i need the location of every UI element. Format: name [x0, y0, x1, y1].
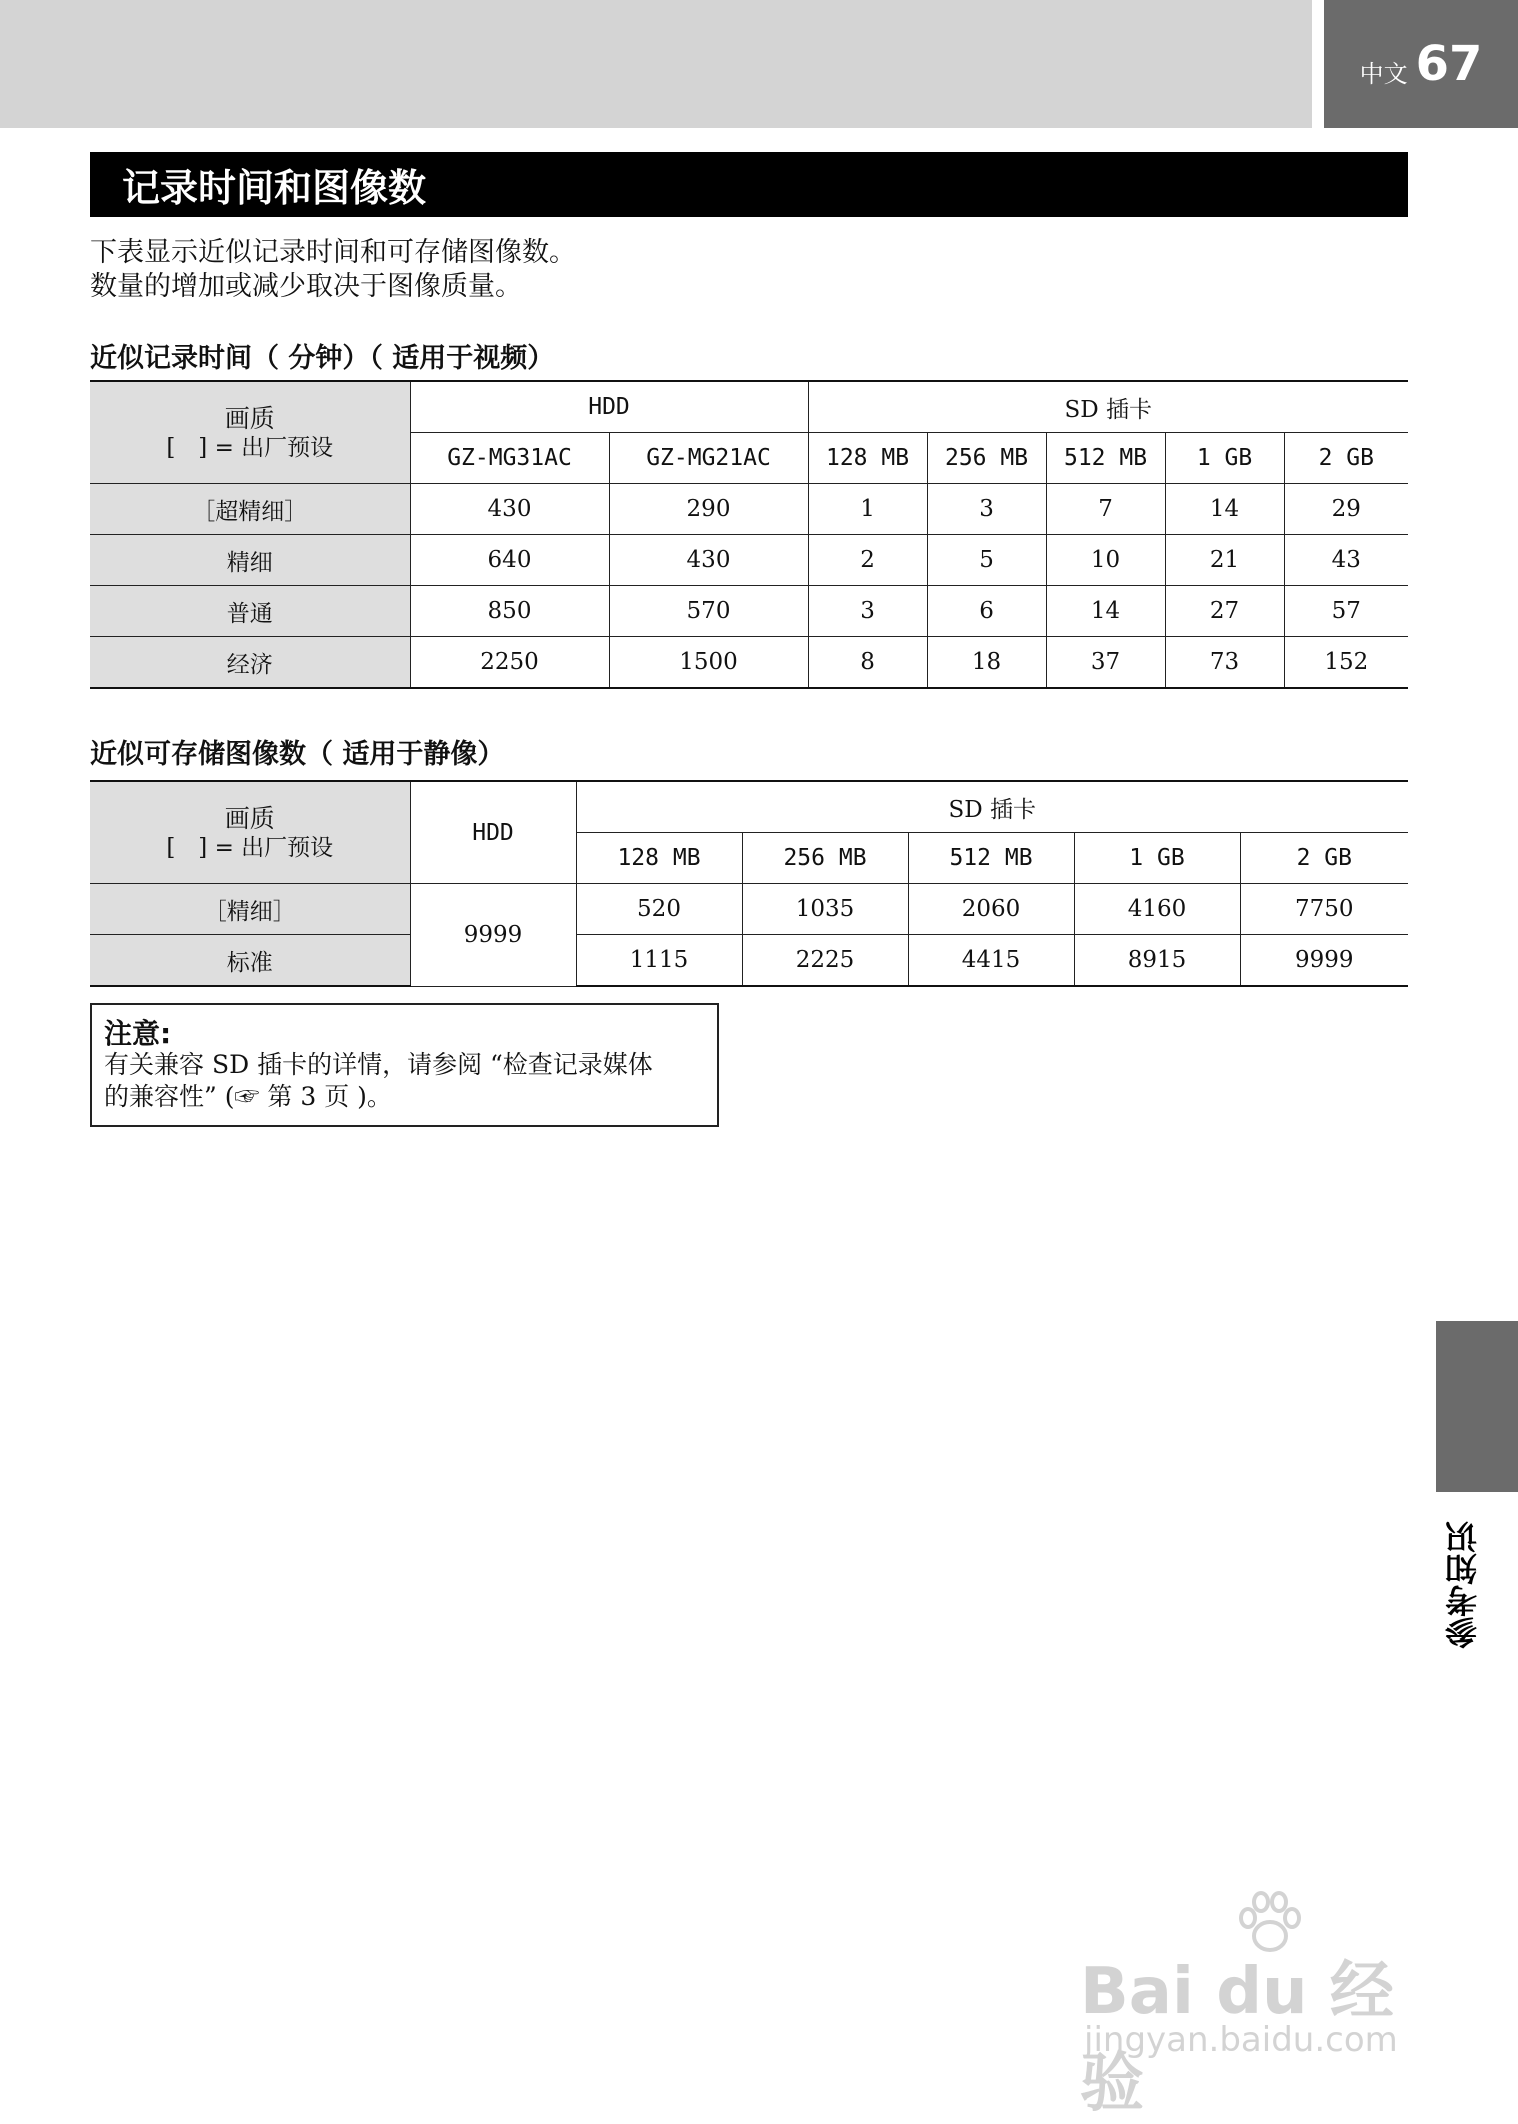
note-box — [90, 1003, 719, 1127]
row-label: 精细 — [90, 535, 410, 586]
table-cell: 2250 — [410, 637, 609, 689]
table-cell: 2060 — [908, 884, 1074, 935]
table-cell: 14 — [1046, 586, 1165, 637]
table-cell: 29 — [1284, 484, 1408, 535]
row-label: 经济 — [90, 637, 410, 689]
section-title: 记录时间和图像数 — [122, 166, 427, 210]
table-cell: 18 — [927, 637, 1046, 689]
table-header-row — [90, 781, 1408, 833]
intro-text-line-2: 数量的增加或减少取决于图像质量。 — [90, 271, 522, 302]
table-row — [90, 535, 1408, 586]
side-section-label: 参考知识 — [1444, 1521, 1482, 1649]
baidu-jingyan-watermark — [1062, 1888, 1442, 2121]
table-cell: 2225 — [742, 935, 908, 987]
table-cell: 1500 — [609, 637, 808, 689]
column-header: GZ-MG21AC — [609, 433, 808, 484]
column-header: 128 MB — [808, 433, 927, 484]
table-cell: 430 — [410, 484, 609, 535]
table-cell: 9999 — [1240, 935, 1408, 987]
quality-header-cell — [90, 781, 410, 884]
table-cell: 4415 — [908, 935, 1074, 987]
table-cell: 21 — [1165, 535, 1284, 586]
row-label: ［超精细］ — [90, 484, 410, 535]
column-header: GZ-MG31AC — [410, 433, 609, 484]
column-header: 2 GB — [1284, 433, 1408, 484]
table-row — [90, 586, 1408, 637]
table-cell: 14 — [1165, 484, 1284, 535]
header-band — [0, 0, 1312, 128]
note-title: 注意: — [104, 1017, 172, 1050]
still-image-count-table — [90, 780, 1408, 987]
table-cell: 10 — [1046, 535, 1165, 586]
sd-card-group-header: SD 插卡 — [576, 781, 1408, 833]
table-cell: 1035 — [742, 884, 908, 935]
column-header: 256 MB — [742, 833, 908, 884]
table-cell: 290 — [609, 484, 808, 535]
table-cell: 5 — [927, 535, 1046, 586]
page-number: 67 — [1415, 36, 1483, 92]
table-cell: 570 — [609, 586, 808, 637]
section-title-bar — [90, 152, 1408, 217]
table-cell: 7750 — [1240, 884, 1408, 935]
table-cell: 57 — [1284, 586, 1408, 637]
table-row — [90, 884, 1408, 935]
hdd-group-header: HDD — [410, 781, 576, 884]
table-row — [90, 637, 1408, 689]
table-cell: 37 — [1046, 637, 1165, 689]
column-header: 256 MB — [927, 433, 1046, 484]
table-cell: 43 — [1284, 535, 1408, 586]
note-text-line-1: 有关兼容 SD 插卡的详情，请参阅 “检查记录媒体 — [104, 1050, 653, 1079]
hdd-group-header: HDD — [410, 381, 808, 433]
table-cell: 8915 — [1074, 935, 1240, 987]
factory-preset-legend: [ ] = 出厂预设 — [166, 434, 334, 461]
table-cell: 4160 — [1074, 884, 1240, 935]
watermark-url: jingyan.baidu.com — [1084, 2020, 1398, 2060]
table-cell: 27 — [1165, 586, 1284, 637]
video-recording-time-table — [90, 380, 1408, 689]
language-label: 中文 — [1359, 59, 1408, 88]
column-header: 128 MB — [576, 833, 742, 884]
page-number-tab — [1324, 0, 1518, 128]
quality-header-cell — [90, 381, 410, 484]
side-section-tab — [1436, 1321, 1518, 1492]
table-cell: 1 — [808, 484, 927, 535]
quality-header-label: 画质 — [224, 403, 275, 433]
intro-text-line-1: 下表显示近似记录时间和可存储图像数。 — [90, 237, 576, 268]
row-label: 标准 — [90, 935, 410, 987]
column-header: 512 MB — [908, 833, 1074, 884]
column-header: 512 MB — [1046, 433, 1165, 484]
column-header: 1 GB — [1165, 433, 1284, 484]
table-cell: 8 — [808, 637, 927, 689]
table-header-row — [90, 381, 1408, 433]
note-text — [104, 1049, 705, 1113]
row-label: ［精细］ — [90, 884, 410, 935]
table-cell: 850 — [410, 586, 609, 637]
quality-header-label: 画质 — [224, 803, 275, 833]
table-cell: 3 — [927, 484, 1046, 535]
table-row — [90, 935, 1408, 987]
still-table-heading: 近似可存储图像数（ 适用于静像） — [90, 739, 505, 770]
row-label: 普通 — [90, 586, 410, 637]
video-table-heading: 近似记录时间（ 分钟）（ 适用于视频） — [90, 343, 555, 374]
table-cell: 640 — [410, 535, 609, 586]
watermark-logo-text: Bai du 经验 — [1080, 1955, 1394, 2121]
table-cell: 520 — [576, 884, 742, 935]
hdd-value-cell: 9999 — [410, 884, 576, 987]
sd-card-group-header: SD 插卡 — [808, 381, 1408, 433]
table-cell: 7 — [1046, 484, 1165, 535]
table-cell: 430 — [609, 535, 808, 586]
table-cell: 1115 — [576, 935, 742, 987]
table-cell: 2 — [808, 535, 927, 586]
table-cell: 152 — [1284, 637, 1408, 689]
column-header: 1 GB — [1074, 833, 1240, 884]
table-cell: 3 — [808, 586, 927, 637]
note-text-line-2: 的兼容性” (☞ 第 3 页 )。 — [104, 1082, 392, 1111]
factory-preset-legend: [ ] = 出厂预设 — [166, 834, 334, 861]
table-cell: 73 — [1165, 637, 1284, 689]
table-row — [90, 484, 1408, 535]
column-header: 2 GB — [1240, 833, 1408, 884]
table-cell: 6 — [927, 586, 1046, 637]
